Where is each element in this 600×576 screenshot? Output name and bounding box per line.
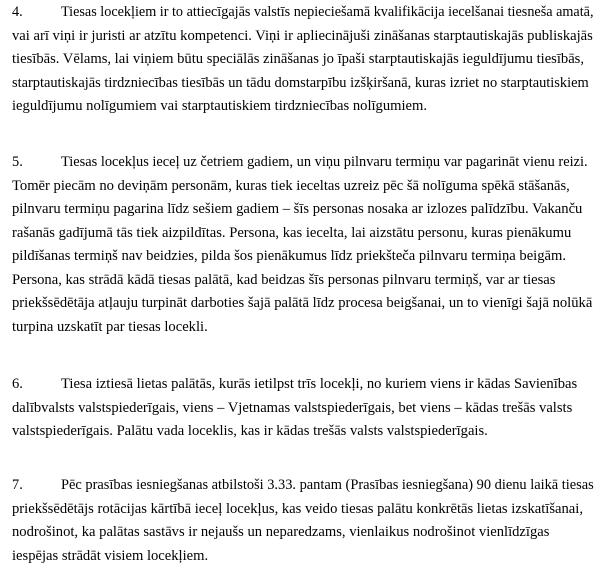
paragraph-line: starptautiskajās tirdzniecības tiesībās un tādu domstarpību izšķiršanā, kuras izriet no starptautiskiem	[12, 74, 589, 91]
paragraph-line: valstspiederīgais. Palātu vada loceklis, kas ir kādas trešās valsts valstspiederīgais.	[12, 423, 488, 439]
paragraph-line: dalībvalsts valstspiederīgais, viens – Vjetnamas valstspiederīgais, bet viens – kādas trešās valsts	[12, 399, 573, 416]
paragraph-line	[12, 474, 594, 498]
paragraph-line: priekšsēdētājs rotācijas kārtībā ieceļ locekļus, kas veido tiesas palātu konkrētās lietas izskatīšanai,	[12, 500, 583, 517]
paragraph-line: iespējas strādāt visiem locekļiem.	[12, 547, 209, 564]
paragraph-number: 7.	[12, 477, 23, 493]
paragraph-line	[12, 373, 594, 397]
paragraph-text: Tiesas locekļiem ir to attiecīgajās valstīs nepieciešamā kvalifikācija iecelšanai tiesneša amatā,	[61, 4, 594, 20]
paragraph-4	[12, 1, 594, 119]
paragraph-line: Tomēr piecām no deviņām personām, kuras tiek ieceltas uzreiz pēc šā nolīguma spēkā stāšanās,	[12, 177, 570, 194]
paragraph-line: priekšsēdētāja atļauju turpināt darboties šajā palātā līdz procesa beigšanai, un to vienīgi šajā nolūkā	[12, 295, 593, 311]
paragraph-line: tiesībās. Vēlams, lai viņiem būtu speciālās zināšanas jo īpaši starptautiskajās ieguldījumu tiesībās,	[12, 51, 585, 67]
paragraph-line: ieguldījumu nolīgumiem vai starptautiskiem tirdzniecības nolīgumiem.	[12, 98, 428, 114]
paragraph-text: Pēc prasības iesniegšanas atbilstoši 3.33. pantam (Prasības iesniegšana) 90 dienu laikā tiesas	[61, 477, 594, 493]
paragraph-number: 6.	[12, 376, 23, 392]
paragraph-line: vai arī viņi ir juristi ar atzītu kompetenci. Viņi ir apliecinājuši zināšanas starptautiskajās publiskajās	[12, 27, 593, 44]
paragraph-line	[12, 151, 594, 175]
paragraph-7	[12, 474, 594, 568]
paragraph-6	[12, 373, 594, 444]
paragraph-line: turpina uzskatīt par tiesas locekli.	[12, 318, 208, 335]
paragraph-5	[12, 151, 594, 339]
paragraph-line: rašanās gadījumā tās tiek aizpildītas. Persona, kas iecelta, lai aizstātu personu, kuras pienākumu	[12, 224, 572, 241]
paragraph-number: 4.	[12, 4, 23, 20]
paragraph-line	[12, 1, 594, 25]
paragraph-line: pildīšanas termiņš nav beidzies, pilda šos pienākumus līdz priekšteča pilnvaru termiņa beigām.	[12, 248, 567, 264]
paragraph-number: 5.	[12, 154, 23, 170]
paragraph-line: pilnvaru termiņu pagarina līdz sešiem gadiem – šīs personas nosaka ar izlozes palīdzību. Vakanču	[12, 201, 583, 217]
paragraph-text: Tiesas locekļus ieceļ uz četriem gadiem, un viņu pilnvaru termiņu var pagarināt vienu reizi.	[61, 154, 588, 170]
paragraph-text: Tiesa iztiesā lietas palātās, kurās ietilpst trīs locekļi, no kuriem viens ir kādas Savienības	[61, 376, 578, 392]
paragraph-line: nodrošinot, ka palātas sastāvs ir nejaušs un neparedzams, vienlaikus nodrošinot vienlīdzīgas	[12, 524, 550, 540]
paragraph-line: Persona, kas strādā kādā tiesas palātā, kad beidzas šīs personas pilnvaru termiņš, var ar tiesas	[12, 271, 556, 288]
